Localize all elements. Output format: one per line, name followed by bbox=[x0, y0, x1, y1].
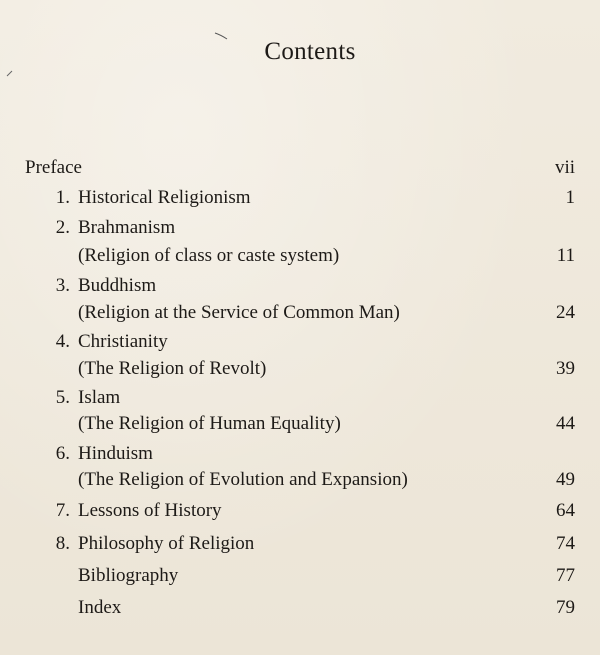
toc-entry-page: 24 bbox=[556, 302, 575, 323]
toc-entry-number: 5. bbox=[55, 387, 70, 408]
toc-entry-page: 64 bbox=[556, 500, 575, 521]
toc-entry-title: Islam bbox=[78, 387, 121, 408]
toc-entry-subtitle: (The Religion of Human Equality) bbox=[78, 413, 341, 434]
toc-entry-6[interactable] bbox=[0, 440, 600, 468]
contents-heading: Contents bbox=[264, 38, 356, 65]
toc-entry-7[interactable] bbox=[0, 497, 600, 525]
toc-entry-title: Lessons of History bbox=[78, 500, 222, 521]
toc-entry-page: 49 bbox=[556, 469, 575, 490]
toc-entry-2[interactable] bbox=[0, 214, 600, 242]
toc-entry-number: 2. bbox=[55, 217, 70, 238]
toc-entry-subtitle: (The Religion of Evolution and Expansion) bbox=[78, 469, 408, 490]
toc-entry-bibliography[interactable] bbox=[0, 562, 600, 590]
toc-entry-4-sub bbox=[0, 355, 600, 383]
toc-entry-title: Bibliography bbox=[78, 565, 179, 586]
toc-entry-title: Index bbox=[78, 597, 122, 618]
toc-entry-index[interactable] bbox=[0, 594, 600, 622]
toc-entry-subtitle: (Religion of class or caste system) bbox=[78, 245, 340, 266]
toc-entry-title: Philosophy of Religion bbox=[78, 533, 255, 554]
toc-entry-4[interactable] bbox=[0, 328, 600, 356]
toc-entry-number: 8. bbox=[55, 533, 70, 554]
toc-entry-5[interactable] bbox=[0, 384, 600, 412]
toc-entry-8[interactable] bbox=[0, 530, 600, 558]
toc-entry-number: 3. bbox=[55, 275, 70, 296]
toc-entry-number: 7. bbox=[55, 500, 70, 521]
toc-entry-page: 44 bbox=[556, 413, 575, 434]
toc-entry-subtitle: (The Religion of Revolt) bbox=[78, 358, 267, 379]
toc-entry-number: 6. bbox=[55, 443, 70, 464]
toc-entry-3-sub bbox=[0, 299, 600, 327]
pen-mark bbox=[6, 64, 14, 82]
toc-entry-page: 1 bbox=[565, 187, 575, 208]
toc-entry-title: Preface bbox=[25, 157, 82, 178]
toc-entry-title: Historical Religionism bbox=[78, 187, 251, 208]
toc-entry-number: 1. bbox=[55, 187, 70, 208]
toc-entry-page: 39 bbox=[556, 358, 575, 379]
toc-entry-1[interactable] bbox=[0, 184, 600, 212]
toc-entry-title: Hinduism bbox=[78, 443, 153, 464]
toc-entry-3[interactable] bbox=[0, 272, 600, 300]
toc-entry-title: Christianity bbox=[78, 331, 168, 352]
toc-entry-page: 11 bbox=[556, 245, 575, 266]
toc-entry-6-sub bbox=[0, 466, 600, 494]
toc-entry-page: 74 bbox=[556, 533, 575, 554]
toc-entry-number: 4. bbox=[55, 331, 70, 352]
toc-entry-page: vii bbox=[554, 157, 575, 178]
toc-entry-page: 79 bbox=[556, 597, 575, 618]
toc-entry-title: Buddhism bbox=[78, 275, 157, 296]
toc-entry-5-sub bbox=[0, 410, 600, 438]
toc-entry-title: Brahmanism bbox=[78, 217, 176, 238]
toc-entry-2-sub bbox=[0, 242, 600, 270]
toc-entry-page: 77 bbox=[556, 565, 575, 586]
toc-entry-subtitle: (Religion at the Service of Common Man) bbox=[78, 302, 400, 323]
toc-entry-preface[interactable] bbox=[0, 154, 600, 182]
